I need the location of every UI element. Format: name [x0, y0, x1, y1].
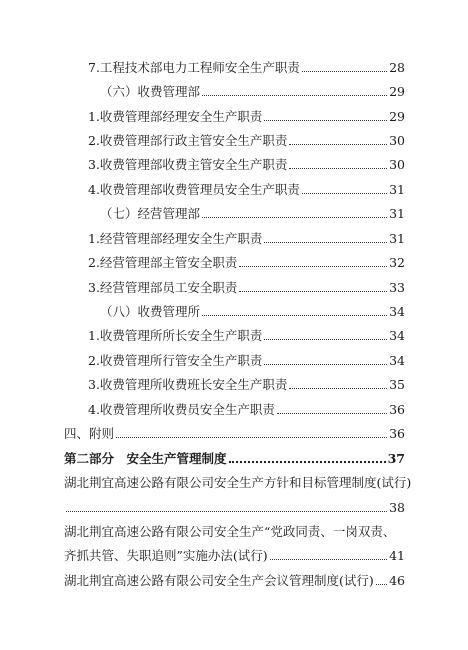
toc-entry-line[interactable]: 湖北荆宜高速公路有限公司安全生产“党政同责、一岗双责、	[64, 524, 396, 539]
toc-entry-title: （七）经营管理部	[100, 206, 201, 221]
toc-entry-page: 28	[389, 60, 405, 75]
toc-entry[interactable]	[88, 182, 405, 198]
dot-leader	[202, 95, 387, 96]
toc-entry-title: 1.收费管理部经理安全生产职责	[88, 109, 263, 124]
toc-entry[interactable]	[88, 280, 405, 296]
dot-leader	[229, 461, 386, 463]
toc-entry[interactable]	[88, 157, 405, 173]
toc-entry-title: 7.工程技术部电力工程师安全生产职责	[88, 60, 300, 75]
toc-entry-title: 3.经营管理部员工安全职责	[88, 280, 238, 295]
toc-entry-title: 湖北荆宜高速公路有限公司安全生产会议管理制度(试行)	[64, 573, 374, 588]
toc-entry[interactable]	[88, 231, 405, 247]
toc-entry[interactable]	[88, 353, 405, 369]
toc-entry-page: 34	[389, 304, 405, 319]
toc-entry-title: 第二部分 安全生产管理制度	[64, 451, 227, 466]
toc-entry-page: 36	[389, 426, 405, 441]
toc-entry-title: 3.收费管理部收费主管安全生产职责	[88, 157, 288, 172]
toc-entry[interactable]	[88, 133, 405, 149]
dot-leader	[376, 584, 387, 585]
dot-leader	[66, 511, 387, 512]
toc-entry[interactable]	[88, 255, 405, 271]
toc-entry-page: 29	[389, 109, 405, 124]
toc-entry[interactable]	[88, 402, 405, 418]
toc-part-heading[interactable]	[64, 451, 405, 467]
toc-entry[interactable]	[88, 377, 405, 393]
toc-entry-page: 34	[389, 328, 405, 343]
toc-entry-page: 37	[387, 451, 405, 466]
toc-entry-page: 32	[389, 255, 405, 270]
dot-leader	[302, 71, 387, 72]
toc-entry-page: 31	[389, 206, 405, 221]
dot-leader	[239, 291, 387, 292]
toc-entry-continuation[interactable]	[64, 500, 405, 516]
toc-entry[interactable]	[100, 304, 405, 320]
toc-entry-page: 31	[389, 182, 405, 197]
toc-entry-title: 2.经营管理部主管安全职责	[88, 255, 238, 270]
toc-entry[interactable]	[64, 573, 405, 589]
dot-leader	[202, 315, 387, 316]
dot-leader	[116, 437, 387, 438]
dot-leader	[277, 413, 387, 414]
toc-entry-title: 2.收费管理部行政主管安全生产职责	[88, 133, 288, 148]
toc-entry-title: （八）收费管理所	[100, 304, 201, 319]
toc-entry-continuation[interactable]	[64, 548, 405, 564]
toc-entry-page: 46	[389, 573, 405, 588]
dot-leader	[239, 266, 387, 267]
dot-leader	[264, 364, 387, 365]
toc-entry-title: 1.收费管理所所长安全生产职责	[88, 328, 263, 343]
toc-entry[interactable]	[100, 206, 405, 222]
toc-entry-line[interactable]: 湖北荆宜高速公路有限公司安全生产方针和目标管理制度(试行)	[64, 475, 412, 490]
dot-leader	[264, 242, 387, 243]
toc-entry-page: 41	[389, 548, 405, 563]
dot-leader	[270, 559, 387, 560]
toc-entry-page: 36	[389, 402, 405, 417]
toc-entry-title: （六）收费管理部	[100, 84, 201, 99]
toc-entry-title: 齐抓共管、失职追则”实施办法(试行)	[64, 548, 268, 563]
toc-entry[interactable]	[64, 426, 405, 442]
toc-entry-title: 4.收费管理所收费员安全生产职责	[88, 402, 275, 417]
dot-leader	[289, 144, 387, 145]
toc-entry-page: 30	[389, 133, 405, 148]
toc-entry-page: 34	[389, 353, 405, 368]
toc-entry[interactable]	[88, 109, 405, 125]
toc-entry-title: 4.收费管理部收费管理员安全生产职责	[88, 182, 300, 197]
dot-leader	[264, 120, 387, 121]
toc-entry-title: 四、附则	[64, 426, 115, 441]
toc-entry-page: 35	[389, 377, 405, 392]
dot-leader	[302, 193, 387, 194]
toc-entry[interactable]	[88, 60, 405, 76]
toc-entry-page: 38	[389, 500, 405, 515]
toc-entry-page: 33	[389, 280, 405, 295]
toc-entry-page: 29	[389, 84, 405, 99]
dot-leader	[289, 168, 387, 169]
toc-entry-title: 3.收费管理所收费班长安全生产职责	[88, 377, 288, 392]
toc-entry[interactable]	[88, 328, 405, 344]
dot-leader	[264, 339, 387, 340]
toc-entry-page: 31	[389, 231, 405, 246]
toc-entry[interactable]	[100, 84, 405, 100]
dot-leader	[289, 388, 387, 389]
toc-entry-title: 1.经营管理部经理安全生产职责	[88, 231, 263, 246]
toc-entry-title: 2.收费管理所行管安全生产职责	[88, 353, 263, 368]
dot-leader	[202, 217, 387, 218]
toc-entry-page: 30	[389, 157, 405, 172]
